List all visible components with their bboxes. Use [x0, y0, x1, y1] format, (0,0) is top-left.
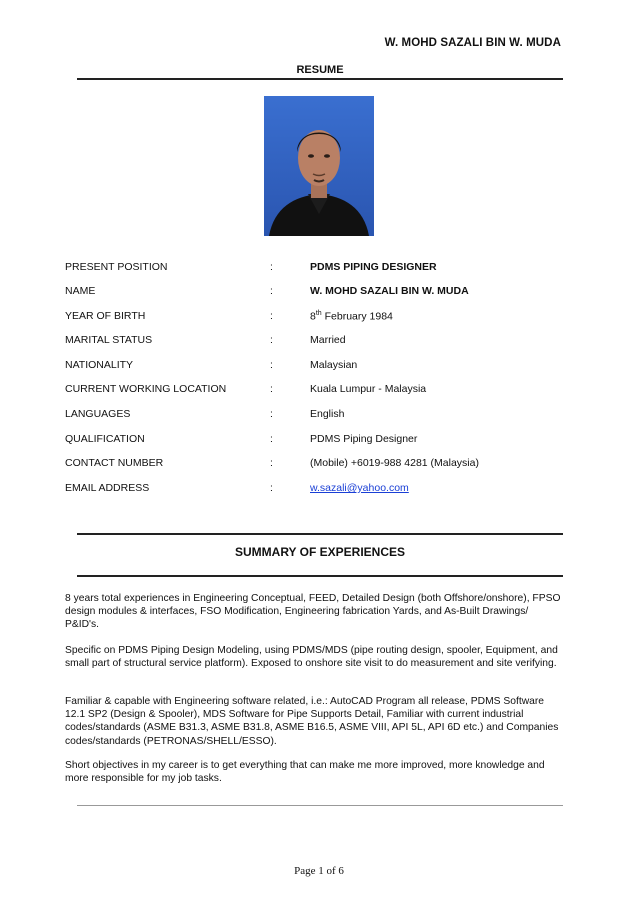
summary-top-rule — [77, 533, 563, 535]
detail-row-present-position — [65, 261, 565, 277]
detail-row-email-address — [65, 482, 565, 498]
header-name: W. MOHD SAZALI BIN W. MUDA — [384, 37, 561, 49]
summary-paragraph: Specific on PDMS Piping Design Modeling, using PDMS/MDS (pipe routing design, spooler, Equipment, and small part of structural service platform). Exposed to onshore site visit to do measurement and site verifying. — [65, 645, 558, 670]
detail-colon: : — [270, 285, 273, 297]
summary-heading: SUMMARY OF EXPERIENCES — [234, 545, 406, 559]
profile-photo — [264, 96, 374, 236]
detail-colon: : — [270, 383, 273, 395]
detail-label: CONTACT NUMBER — [65, 457, 164, 469]
birth-day-suffix: th — [315, 310, 322, 317]
detail-label: NAME — [65, 285, 96, 297]
detail-row-qualification — [65, 433, 565, 449]
detail-colon: : — [270, 457, 273, 469]
header-rule — [77, 78, 563, 80]
detail-label: LANGUAGES — [65, 408, 131, 420]
email-link[interactable]: w.sazali@yahoo.com — [310, 482, 409, 494]
summary-paragraph: 8 years total experiences in Engineering Conceptual, FEED, Detailed Design (both Offshore/onshore), FPSO design modules & interfaces, FSO Modification, Engineering fabrication Yards, and As-Built Drawings/ P&ID's. — [65, 593, 561, 631]
portrait-image — [264, 96, 374, 236]
summary-paragraph: Familiar & capable with Engineering software related, i.e.: AutoCAD Program all release, PDMS Software 12.1 SP2 (Design & Spooler), MDS Software for Pipe Supports Detail, Familiar with current industrial codes/standards (ASME B31.3, ASME B31.8, ASME B16.5, ASME VIII, API 5L, API 6D etc.) and Companies codes/standards (PETRONAS/SHELL/ESSO). — [65, 696, 559, 747]
detail-label: PRESENT POSITION — [65, 261, 168, 273]
detail-colon: : — [270, 261, 273, 273]
detail-colon: : — [270, 408, 273, 420]
detail-value: Married — [310, 334, 346, 346]
detail-label: YEAR OF BIRTH — [65, 310, 146, 322]
detail-colon: : — [270, 310, 273, 322]
birth-month-year: February 1984 — [321, 310, 393, 323]
detail-value: W. MOHD SAZALI BIN W. MUDA — [310, 285, 469, 297]
detail-row-current-working-location — [65, 383, 565, 399]
detail-label: MARITAL STATUS — [65, 334, 153, 346]
detail-colon: : — [270, 359, 273, 371]
summary-paragraph: Short objectives in my career is to get everything that can make me more improved, more knowledge and more responsible for my job tasks. — [65, 760, 545, 785]
resume-title: RESUME — [296, 64, 344, 76]
end-rule — [77, 805, 563, 806]
detail-value: Malaysian — [310, 359, 358, 371]
detail-row-marital-status — [65, 334, 565, 350]
detail-colon: : — [270, 334, 273, 346]
detail-value: PDMS PIPING DESIGNER — [310, 261, 437, 273]
detail-label: NATIONALITY — [65, 359, 134, 371]
detail-row-languages — [65, 408, 565, 424]
detail-label: CURRENT WORKING LOCATION — [65, 383, 227, 395]
page-number: Page 1 of 6 — [294, 865, 344, 877]
detail-row-nationality — [65, 359, 565, 375]
detail-row-contact-number — [65, 457, 565, 473]
detail-value: Kuala Lumpur - Malaysia — [310, 383, 427, 395]
detail-label: EMAIL ADDRESS — [65, 482, 150, 494]
detail-row-year-of-birth — [65, 310, 565, 326]
detail-value: PDMS Piping Designer — [310, 433, 418, 445]
detail-value: (Mobile) +6019-988 4281 (Malaysia) — [310, 457, 479, 469]
summary-bottom-rule — [77, 575, 563, 577]
detail-label: QUALIFICATION — [65, 433, 145, 445]
detail-colon: : — [270, 433, 273, 445]
detail-value — [310, 310, 393, 323]
birth-day: 8 — [310, 310, 316, 323]
detail-row-name — [65, 285, 565, 301]
detail-colon: : — [270, 482, 273, 494]
detail-value: English — [310, 408, 345, 420]
